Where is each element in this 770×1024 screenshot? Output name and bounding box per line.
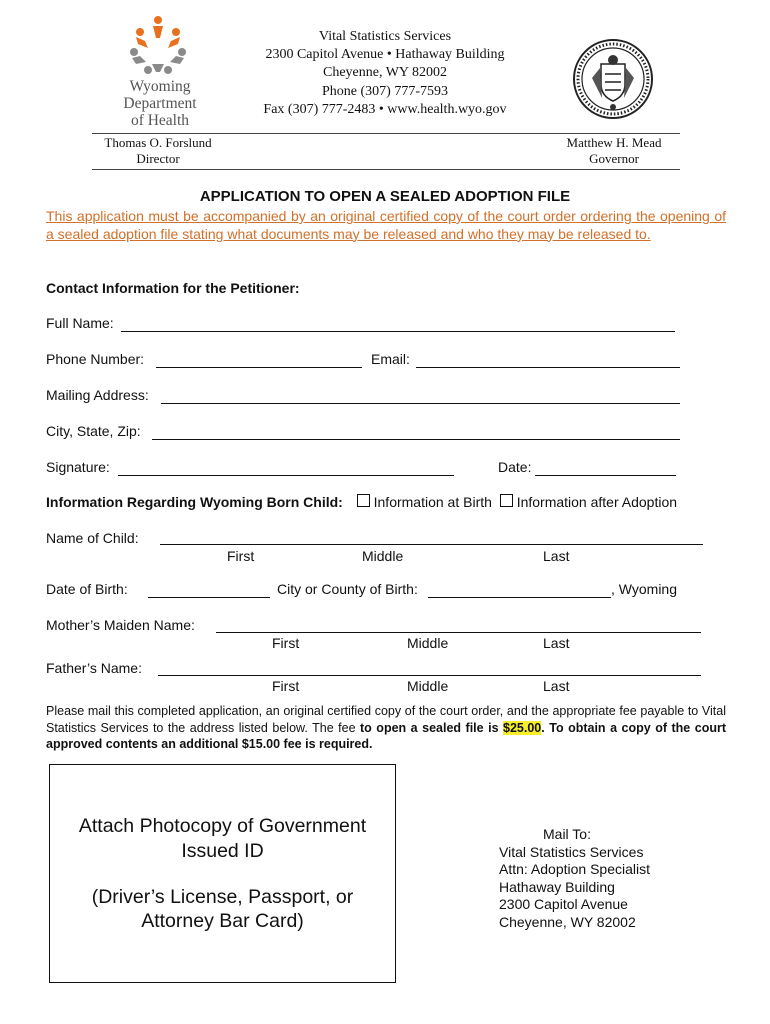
attach-line-4: Attorney Bar Card) — [141, 910, 304, 932]
name-of-child-label: Name of Child: — [46, 530, 139, 546]
instructions-additional-fee-text: . To obtain a copy of the court approved contents an additional $15.00 fee is required. — [46, 720, 726, 751]
dob-label: Date of Birth: — [46, 581, 128, 597]
attach-line-1: Attach Photocopy of Government — [78, 815, 367, 837]
address-line: 2300 Capitol Avenue • Hathaway Building — [265, 47, 505, 63]
full-name-label: Full Name: — [46, 315, 114, 331]
address-line: Vital Statistics Services — [318, 29, 452, 44]
date-label: Date: — [498, 459, 532, 475]
governor-block — [548, 135, 680, 167]
address-line: Fax (307) 777-2483 • www.health.wyo.gov — [263, 101, 507, 117]
letterhead-address — [232, 28, 538, 119]
mail-to-heading: Mail To: — [543, 826, 591, 842]
father-label: Father’s Name: — [46, 660, 142, 676]
header-rule-top — [92, 133, 680, 134]
director-block — [92, 135, 224, 167]
dob-field[interactable] — [148, 597, 270, 598]
instructions-fee-text: to open a sealed file is — [360, 720, 504, 735]
mail-to-line: Cheyenne, WY 82002 — [499, 913, 636, 930]
form-title: APPLICATION TO OPEN A SEALED ADOPTION FILE — [199, 188, 571, 205]
info-after-adoption-checkbox[interactable] — [500, 494, 513, 507]
mailing-address-field[interactable] — [161, 403, 680, 404]
date-field[interactable] — [535, 475, 676, 476]
phone-label: Phone Number: — [46, 351, 145, 367]
fee-amount-highlight: $25.00 — [503, 720, 542, 735]
department-logo-text — [104, 78, 216, 129]
info-at-birth-label: Information at Birth — [373, 494, 492, 510]
attach-line-3: (Driver’s License, Passport, or — [91, 886, 354, 908]
attach-id-box — [49, 764, 396, 983]
mail-to-block — [499, 826, 650, 932]
mother-middle-caption: Middle — [407, 635, 449, 651]
father-last-caption: Last — [543, 678, 570, 694]
director-name: Thomas O. Forslund — [104, 135, 212, 150]
attach-line-2: Issued ID — [181, 840, 264, 862]
header-rule-bottom — [92, 169, 680, 170]
mailing-address-label: Mailing Address: — [46, 387, 149, 403]
child-last-caption: Last — [543, 548, 570, 564]
child-info-row — [46, 494, 677, 510]
mail-to-line: 2300 Capitol Avenue — [499, 896, 628, 913]
father-middle-caption: Middle — [407, 678, 449, 694]
mail-to-line: Hathaway Building — [499, 878, 615, 895]
signature-label: Signature: — [46, 459, 110, 475]
logo-line-2: Department — [123, 95, 197, 112]
address-line: Phone (307) 777-7593 — [322, 83, 448, 99]
mother-first-caption: First — [272, 635, 300, 651]
city-county-label: City or County of Birth: — [277, 581, 418, 597]
director-title: Director — [136, 151, 180, 166]
father-first-caption: First — [272, 678, 300, 694]
department-logo — [126, 14, 190, 78]
email-label: Email: — [371, 351, 410, 367]
mother-maiden-name-field[interactable] — [216, 632, 701, 633]
logo-line-3: of Health — [130, 112, 190, 129]
mail-to-line: Attn: Adoption Specialist — [499, 861, 650, 878]
mailing-instructions — [46, 703, 726, 753]
governor-name: Matthew H. Mead — [566, 135, 662, 150]
state-seal — [572, 38, 654, 120]
child-first-caption: First — [227, 548, 255, 564]
child-middle-caption: Middle — [362, 548, 404, 564]
state-suffix: , Wyoming — [611, 581, 678, 597]
city-state-zip-label: City, State, Zip: — [46, 423, 141, 439]
info-at-birth-checkbox[interactable] — [357, 494, 370, 507]
mother-last-caption: Last — [543, 635, 570, 651]
governor-title: Governor — [589, 151, 639, 166]
wyoming-state-seal-icon — [572, 38, 654, 120]
child-heading: Information Regarding Wyoming Born Child: — [46, 494, 343, 510]
city-county-field[interactable] — [428, 597, 611, 598]
petitioner-heading: Contact Information for the Petitioner: — [46, 280, 300, 296]
address-line: Cheyenne, WY 82002 — [322, 65, 448, 81]
info-after-adoption-label: Information after Adoption — [516, 494, 678, 510]
name-of-child-field[interactable] — [160, 544, 703, 545]
logo-line-1: Wyoming — [129, 78, 191, 95]
court-order-notice: This application must be accompanied by an original certified copy of the court order ordering the opening of a sealed adoption file stating what documents may be released and who they may be released to. — [46, 208, 726, 242]
people-circle-logo-icon — [126, 14, 190, 78]
phone-field[interactable] — [156, 367, 362, 368]
full-name-field[interactable] — [121, 331, 675, 332]
mother-label: Mother’s Maiden Name: — [46, 617, 195, 633]
email-field[interactable] — [416, 367, 680, 368]
instructions-text: Please mail this completed application, an original certified copy of the court order, and the appropriate fee payable to Vital Statistics Services to the address listed below. The fee — [46, 704, 726, 735]
father-name-field[interactable] — [158, 675, 701, 676]
signature-field[interactable] — [118, 475, 454, 476]
mail-to-line: Vital Statistics Services — [499, 843, 644, 860]
city-state-zip-field[interactable] — [152, 439, 680, 440]
